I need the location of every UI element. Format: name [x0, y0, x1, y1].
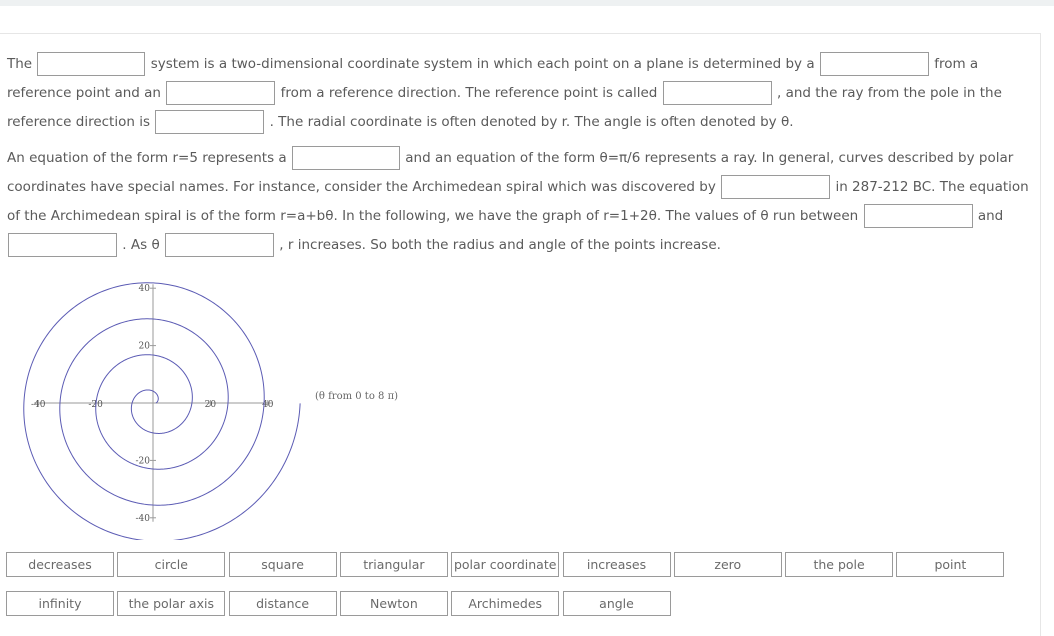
- word-chip[interactable]: infinity: [6, 591, 114, 616]
- spiral-curve: [24, 283, 300, 540]
- text: The: [7, 56, 33, 72]
- paragraph1-line1: [7, 52, 978, 76]
- text: in 287-212 BC. The equation: [835, 179, 1029, 195]
- blank-7[interactable]: [721, 175, 830, 199]
- text: and: [977, 208, 1004, 224]
- word-chip[interactable]: the polar axis: [117, 591, 225, 616]
- paragraph1-line2: [7, 81, 1002, 105]
- word-chip[interactable]: polar coordinate: [451, 552, 559, 577]
- paragraph2-line3: [7, 204, 1003, 228]
- blank-8[interactable]: [864, 204, 973, 228]
- text: , r increases. So both the radius and angle of the points increase.: [279, 237, 721, 253]
- y-tick-label: -40: [135, 513, 150, 524]
- blank-2[interactable]: [820, 52, 929, 76]
- text: reference point and an: [7, 85, 161, 101]
- word-chip[interactable]: angle: [563, 591, 671, 616]
- blank-10[interactable]: [165, 233, 274, 257]
- x-tick-label: 20: [204, 400, 217, 410]
- text: An equation of the form r=5 represents a: [7, 150, 287, 166]
- y-tick-label: 40: [138, 284, 150, 295]
- spiral-plot: [0, 260, 420, 540]
- x-tick-label: 40: [262, 400, 274, 410]
- word-chip[interactable]: decreases: [6, 552, 114, 577]
- paragraph1-line3: [7, 110, 794, 134]
- blank-3[interactable]: [166, 81, 275, 105]
- word-chip[interactable]: circle: [117, 552, 225, 577]
- text: system is a two-dimensional coordinate system in which each point on a plane is determined by a: [150, 56, 815, 72]
- word-chip[interactable]: zero: [674, 552, 782, 577]
- text: reference direction is: [7, 114, 150, 130]
- word-chip[interactable]: point: [896, 552, 1004, 577]
- plot-ticks: [31, 284, 274, 524]
- text: , and the ray from the pole in the: [776, 85, 1002, 101]
- x-tick-label: -40: [30, 400, 46, 410]
- word-chip[interactable]: increases: [563, 552, 671, 577]
- word-chip[interactable]: distance: [229, 591, 337, 616]
- word-chip[interactable]: triangular: [340, 552, 448, 577]
- word-chip[interactable]: the pole: [785, 552, 893, 577]
- text: coordinates have special names. For instance, consider the Archimedean spiral which was discovered by: [7, 179, 716, 195]
- paragraph2-line4: [7, 233, 721, 257]
- blank-5[interactable]: [155, 110, 264, 134]
- plot-axes: [34, 284, 272, 522]
- blank-1[interactable]: [37, 52, 145, 76]
- paragraph2-line1: [7, 146, 1013, 170]
- word-chip[interactable]: square: [229, 552, 337, 577]
- paragraph2-line2: [7, 175, 1029, 199]
- word-chip[interactable]: Newton: [340, 591, 448, 616]
- x-tick-label: -20: [88, 400, 103, 410]
- text: . The radial coordinate is often denoted by r. The angle is often denoted by θ.: [269, 114, 794, 130]
- blank-9[interactable]: [8, 233, 117, 257]
- blank-6[interactable]: [292, 146, 400, 170]
- word-chip[interactable]: Archimedes: [451, 591, 559, 616]
- y-tick-label: -20: [135, 456, 150, 467]
- y-tick-label: 20: [138, 341, 150, 352]
- text: and an equation of the form θ=π/6 represents a ray. In general, curves described by polar: [405, 150, 1014, 166]
- blank-4[interactable]: [663, 81, 772, 105]
- plot-annotation: (θ from 0 to 8 π): [315, 391, 399, 402]
- top-band: [0, 0, 1054, 6]
- text: from a: [934, 56, 979, 72]
- text: from a reference direction. The reference point is called: [280, 85, 658, 101]
- text: . As θ: [122, 237, 160, 253]
- text: of the Archimedean spiral is of the form r=a+bθ. In the following, we have the graph of r=1+2θ. The values of θ run between: [7, 208, 859, 224]
